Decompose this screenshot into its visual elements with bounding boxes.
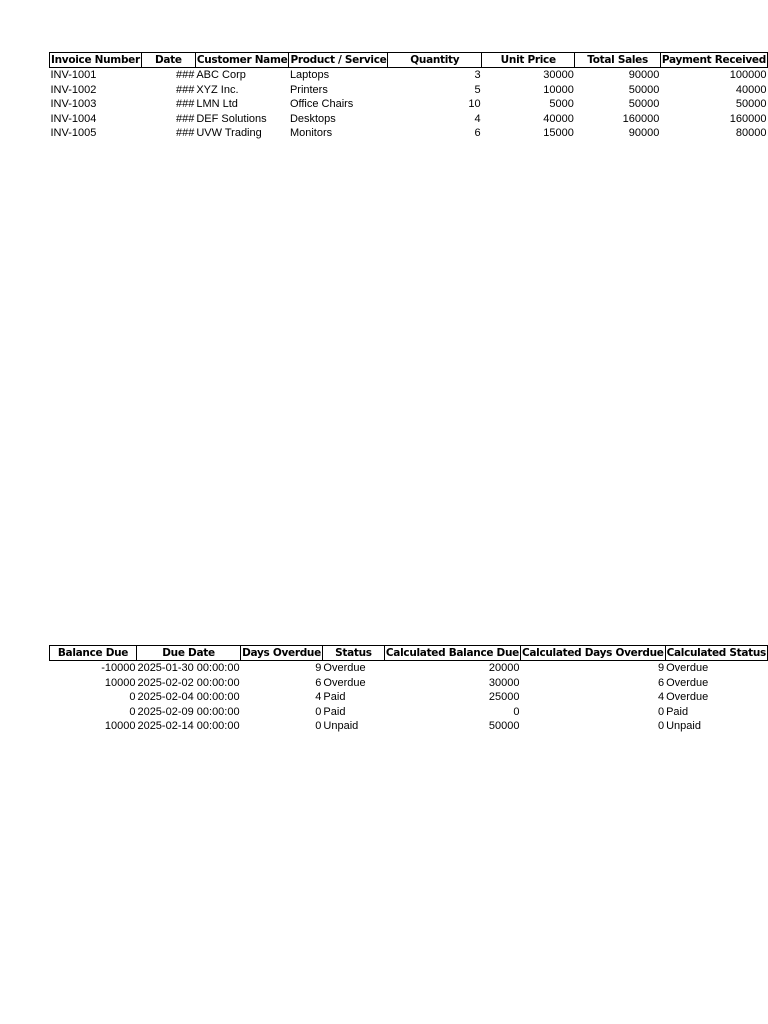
- cell-due-date[interactable]: 2025-01-30 00:00:00: [137, 662, 240, 674]
- cell-invoice-number[interactable]: INV-1002: [50, 83, 97, 96]
- cell-days-overdue[interactable]: 4: [315, 691, 322, 703]
- cell-date[interactable]: ###: [175, 127, 195, 139]
- cell-unit-price[interactable]: 5000: [549, 98, 574, 110]
- cell-invoice-number[interactable]: INV-1004: [50, 112, 97, 125]
- cell-customer-name[interactable]: XYZ Inc.: [196, 83, 239, 96]
- header-product-service[interactable]: Product / Service: [290, 53, 387, 66]
- cell-payment-received[interactable]: 40000: [735, 83, 767, 96]
- header-calculated-balance-due[interactable]: Calculated Balance Due: [385, 646, 519, 659]
- cell-balance-due[interactable]: 0: [129, 691, 136, 703]
- cell-balance-due[interactable]: 0: [129, 705, 136, 718]
- cell-calculated-status[interactable]: Overdue: [666, 662, 709, 674]
- cell-calculated-balance-due[interactable]: 50000: [488, 720, 520, 732]
- header-payment-received[interactable]: Payment Received: [661, 53, 766, 66]
- header-unit-price[interactable]: Unit Price: [482, 53, 575, 68]
- invoice-table: [49, 52, 768, 141]
- cell-status[interactable]: Paid: [323, 705, 346, 718]
- cell-quantity[interactable]: 10: [468, 98, 481, 110]
- cell-days-overdue[interactable]: 0: [315, 720, 322, 732]
- cell-balance-due[interactable]: 10000: [104, 720, 136, 732]
- cell-calculated-balance-due[interactable]: 30000: [488, 676, 520, 689]
- cell-customer-name[interactable]: ABC Corp: [196, 69, 246, 81]
- cell-status[interactable]: Paid: [323, 691, 346, 703]
- cell-product[interactable]: Office Chairs: [289, 98, 354, 110]
- cell-invoice-number[interactable]: INV-1005: [50, 127, 97, 139]
- cell-date[interactable]: ###: [175, 83, 195, 96]
- cell-customer-name[interactable]: DEF Solutions: [196, 112, 267, 125]
- cell-calculated-status[interactable]: Overdue: [666, 676, 709, 689]
- cell-unit-price[interactable]: 10000: [543, 83, 574, 96]
- cell-payment-received[interactable]: 50000: [735, 98, 767, 110]
- cell-date[interactable]: ###: [175, 98, 195, 110]
- cell-balance-due[interactable]: 10000: [104, 676, 136, 689]
- cell-invoice-number[interactable]: INV-1003: [50, 98, 97, 110]
- table-row: [50, 661, 768, 676]
- cell-total-sales[interactable]: 90000: [628, 69, 660, 81]
- header-row: [50, 53, 768, 68]
- cell-calculated-balance-due[interactable]: 20000: [488, 662, 520, 674]
- cell-payment-received[interactable]: 100000: [729, 69, 767, 81]
- cell-calculated-status[interactable]: Unpaid: [666, 720, 701, 732]
- cell-invoice-number[interactable]: INV-1001: [50, 69, 97, 81]
- cell-total-sales[interactable]: 50000: [628, 98, 660, 110]
- cell-days-overdue[interactable]: 6: [315, 676, 322, 689]
- cell-calculated-status[interactable]: Overdue: [666, 691, 709, 703]
- cell-unit-price[interactable]: 15000: [543, 127, 574, 139]
- cell-calculated-days-overdue[interactable]: 4: [657, 691, 665, 703]
- cell-due-date[interactable]: 2025-02-09 00:00:00: [137, 705, 240, 718]
- cell-quantity[interactable]: 4: [474, 112, 481, 125]
- cell-status[interactable]: Unpaid: [323, 720, 359, 732]
- cell-calculated-days-overdue[interactable]: 0: [657, 720, 665, 732]
- cell-product[interactable]: Desktops: [289, 112, 336, 125]
- cell-calculated-status[interactable]: Paid: [666, 705, 689, 718]
- table-row: [50, 83, 768, 98]
- cell-total-sales[interactable]: 50000: [628, 83, 660, 96]
- header-total-sales[interactable]: Total Sales: [575, 53, 661, 68]
- table-row: [50, 126, 768, 141]
- cell-customer-name[interactable]: LMN Ltd: [196, 98, 238, 110]
- cell-days-overdue[interactable]: 9: [315, 662, 322, 674]
- cell-unit-price[interactable]: 40000: [543, 112, 574, 125]
- table-row: [50, 97, 768, 112]
- header-days-overdue[interactable]: Days Overdue: [242, 646, 321, 659]
- cell-customer-name[interactable]: UVW Trading: [196, 127, 262, 139]
- header-invoice-number[interactable]: Invoice Number: [51, 53, 140, 66]
- cell-date[interactable]: ###: [175, 69, 195, 81]
- cell-quantity[interactable]: 5: [474, 83, 481, 96]
- cell-calculated-balance-due[interactable]: 25000: [488, 691, 520, 703]
- header-calculated-status[interactable]: Calculated Status: [666, 646, 766, 659]
- cell-calculated-days-overdue[interactable]: 9: [657, 662, 665, 674]
- cell-product[interactable]: Laptops: [289, 69, 330, 81]
- header-customer-name[interactable]: Customer Name: [196, 53, 288, 66]
- header-balance-due[interactable]: Balance Due: [50, 646, 137, 661]
- cell-payment-received[interactable]: 80000: [735, 127, 767, 139]
- table-row: [50, 690, 768, 705]
- cell-days-overdue[interactable]: 0: [315, 705, 322, 718]
- cell-due-date[interactable]: 2025-02-02 00:00:00: [137, 676, 240, 689]
- cell-calculated-days-overdue[interactable]: 0: [657, 705, 665, 718]
- cell-quantity[interactable]: 6: [474, 127, 481, 139]
- header-status[interactable]: Status: [322, 646, 384, 661]
- cell-total-sales[interactable]: 160000: [622, 112, 660, 125]
- cell-date[interactable]: ###: [175, 112, 195, 125]
- table-row: [50, 719, 768, 734]
- table-row: [50, 705, 768, 720]
- header-quantity[interactable]: Quantity: [388, 53, 482, 68]
- cell-quantity[interactable]: 3: [474, 69, 481, 81]
- cell-total-sales[interactable]: 90000: [628, 127, 660, 139]
- cell-due-date[interactable]: 2025-02-14 00:00:00: [137, 720, 240, 732]
- cell-payment-received[interactable]: 160000: [729, 112, 767, 125]
- header-date[interactable]: Date: [141, 53, 195, 68]
- table-row: [50, 112, 768, 127]
- table-row: [50, 68, 768, 83]
- balance-table: [49, 645, 768, 734]
- header-calculated-days-overdue[interactable]: Calculated Days Overdue: [521, 646, 664, 659]
- cell-product[interactable]: Monitors: [289, 127, 333, 139]
- table-row: [50, 676, 768, 691]
- cell-balance-due[interactable]: -10000: [101, 662, 136, 674]
- header-due-date[interactable]: Due Date: [136, 646, 240, 661]
- cell-unit-price[interactable]: 30000: [543, 69, 574, 81]
- cell-status[interactable]: Overdue: [323, 676, 366, 689]
- cell-product[interactable]: Printers: [289, 83, 328, 96]
- cell-calculated-days-overdue[interactable]: 6: [657, 676, 665, 689]
- cell-due-date[interactable]: 2025-02-04 00:00:00: [137, 691, 240, 703]
- header-row: [50, 646, 768, 661]
- cell-calculated-balance-due[interactable]: 0: [513, 705, 520, 718]
- cell-status[interactable]: Overdue: [323, 662, 366, 674]
